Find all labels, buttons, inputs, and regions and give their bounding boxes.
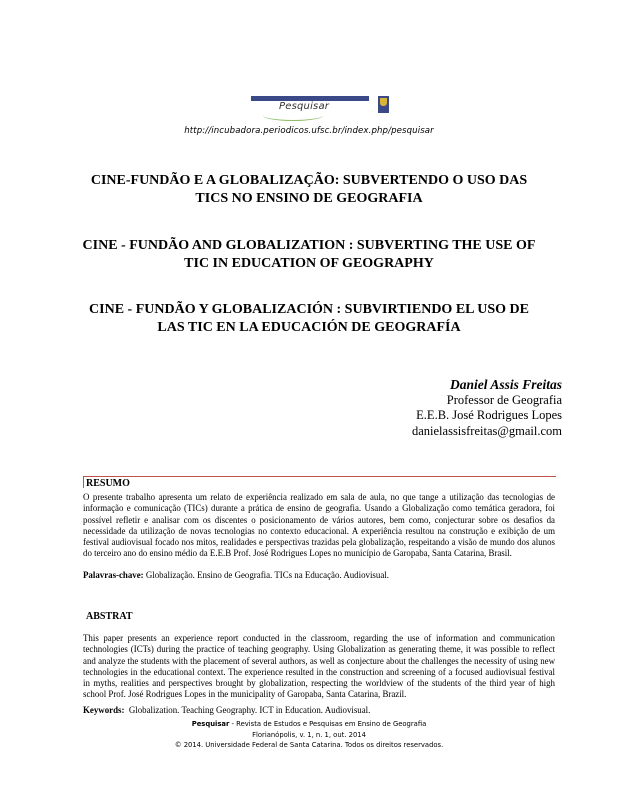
ufsc-crest-icon [378,96,389,113]
author-block [412,377,562,439]
journal-logo [251,96,391,122]
title-line: CINE - FUNDÃO Y GLOBALIZACIÓN : SUBVIRTIENDO EL USO DE [89,302,529,317]
footer-journal-desc: - Revista de Estudos e Pesquisas em Ensino de Geografia [229,720,427,728]
title-line: TICS NO ENSINO DE GEOGRAFIA [195,191,423,206]
abstrat-text: This paper presents an experience report conducted in the classroom, regarding the use of information and communication technologies (ICTs) during the practice of teaching geography. Using Globalization as generating theme, it was possible to reflect and analyze the students with the placement of several authors, as well as conjecture about the challenges the necessity of using new technologies in the educational context. The experience resulted in the construction and screening of a focused audiovisual festival in myths, realities and perspectives brought by globalization, respecting the worldview of the students of the third year of high school Prof. José Rodrigues Lopes in the municipality of Garopaba, Santa Catarina, Brazil. [83,633,555,700]
author-name: Daniel Assis Freitas [449,377,562,392]
keywords [83,705,370,715]
author-email[interactable]: danielassisfreitas@gmail.com [411,423,562,438]
title-portuguese [0,172,618,208]
page-footer [0,719,618,751]
keywords-label: Keywords: [83,705,125,715]
resumo-heading: RESUMO [86,478,130,489]
footer-issue: Florianópolis, v. 1, n. 1, out. 2014 [252,730,366,739]
resumo-divider [83,476,556,477]
palavras-chave [83,570,389,580]
abstrat-heading: ABSTRAT [86,611,133,622]
keywords-values: Globalization. Teaching Geography. ICT in Education. Audiovisual. [128,705,371,715]
author-institution: E.E.B. José Rodrigues Lopes [416,408,562,422]
journal-url[interactable]: http://incubadora.periodicos.ufsc.br/index.php/pesquisar [184,126,434,136]
logo-swoosh-icon [263,110,323,121]
title-line: CINE - FUNDÃO AND GLOBALIZATION : SUBVERTING THE USE OF [82,238,536,253]
keywords-label: Palavras-chave: [83,570,144,580]
logo-title: Pesquisar [279,101,330,112]
keywords-values: Globalização. Ensino de Geografia. TICs na Educação. Audiovisual. [145,570,389,580]
title-line: CINE-FUNDÃO E A GLOBALIZAÇÃO: SUBVERTENDO O USO DAS [90,173,528,188]
footer-journal-line [0,719,618,730]
author-role: Professor de Geografia [446,392,562,407]
title-line: TIC IN EDUCATION OF GEOGRAPHY [184,256,434,271]
footer-copyright: © 2014. Universidade Federal de Santa Catarina. Todos os direitos reservados. [174,741,444,749]
title-line: LAS TIC EN LA EDUCACIÓN DE GEOGRAFÍA [157,320,461,335]
title-english [0,237,618,273]
resumo-left-rule [83,476,84,488]
title-spanish [0,301,618,337]
footer-journal-name: Pesquisar [191,720,230,728]
resumo-text: O presente trabalho apresenta um relato de experiência realizado em sala de aula, no que tange a utilização das tecnologias de informação e comunicação (TICs) durante a prática de ensino de geografia. Usando a Globalização como temática geradora, foi possível refletir e analisar com os discentes o posicionamento de vários autores, bem como, conjecturar sobre os desafios da necessidade da utilização de novas tecnologias no contexto educacional. A experiência resultou na construção e exibição de um festival audiovisual focado nos mitos, realidades e perspectivas trazidas pela globalização, respeitando a visão de mundo dos alunos do terceiro ano do ensino médio da E.E.B Prof. José Rodrigues Lopes no município de Garopaba, Santa Catarina, Brasil. [83,492,555,559]
